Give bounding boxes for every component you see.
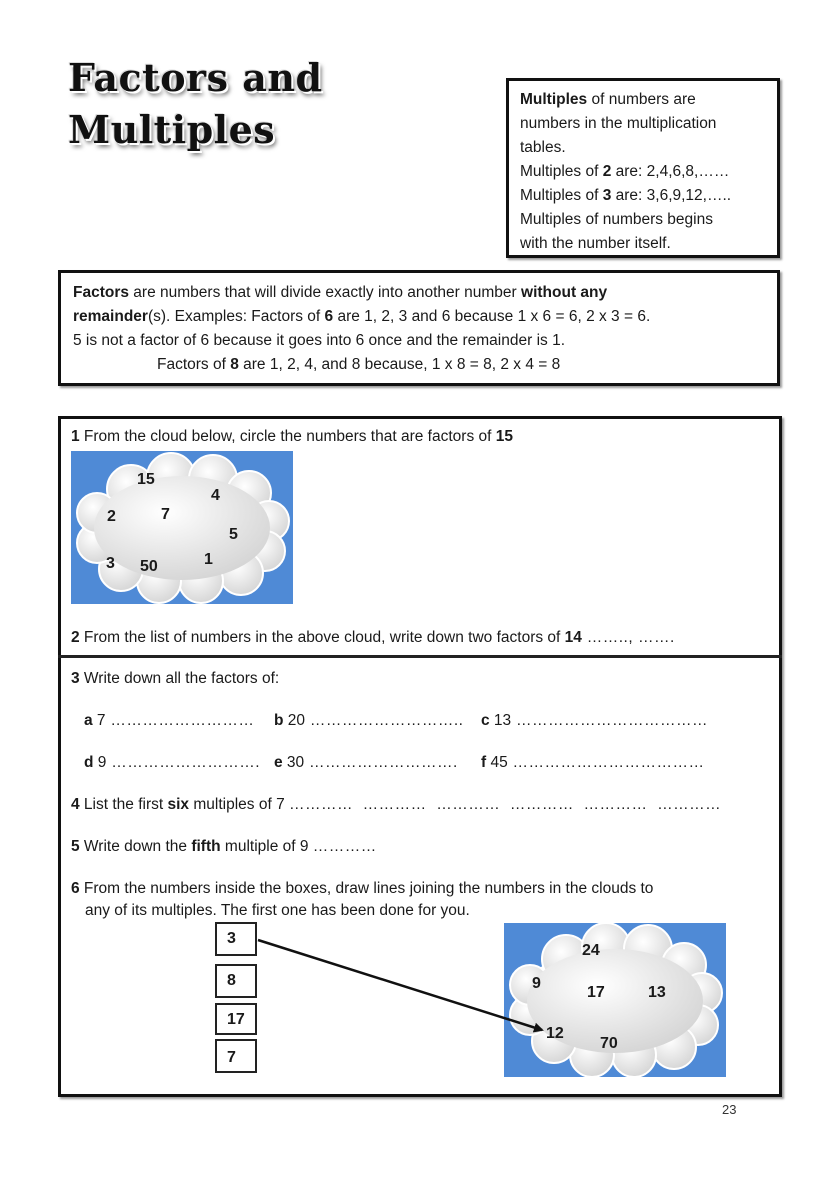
- q3-item-f: f 45 ………………………………: [481, 754, 705, 771]
- question-5: 5 Write down the fifth multiple of 9 …………: [71, 838, 377, 855]
- answer-blank[interactable]: ………………………………: [507, 754, 705, 771]
- number-box[interactable]: 8: [215, 964, 257, 998]
- factors-term: Factors: [73, 284, 129, 301]
- question-4: 4 List the first six multiples of 7 ………… ………… ………… ………… ………… …………: [71, 796, 722, 813]
- q3-item-a: a 7 ………………………: [84, 712, 255, 729]
- factors-definition-box: Factors are numbers that will divide exactly into another number without any remainder(s). Examples: Factors of 6 are 1, 2, 3 and 6 because 1 x 6 = 6, 2 x 3 = 6. 5 is not a factor of 6 because it goes into 6 once and the remainder is 1. Factors of 8 are 1, 2, 4, and 8 because, 1 x 8 = 8, 2 x 4 = 8: [58, 270, 780, 386]
- cloud-number[interactable]: 4: [211, 487, 220, 504]
- number-box[interactable]: 3: [215, 922, 257, 956]
- q3-item-e: e 30 ……………………….: [274, 754, 458, 771]
- factors-of-8-example: Factors of 8 are 1, 2, 4, and 8 because, 1 x 8 = 8, 2 x 4 = 8: [157, 356, 561, 373]
- cloud-number[interactable]: 9: [532, 975, 541, 992]
- title-line-1: Factors and: [68, 55, 323, 100]
- cloud-number[interactable]: 50: [140, 558, 158, 575]
- number-box[interactable]: 7: [215, 1039, 257, 1073]
- question-2: 2 From the list of numbers in the above cloud, write down two factors of 14 …….., …….: [71, 629, 675, 646]
- answer-blank[interactable]: ………………………..: [305, 712, 464, 729]
- multiples-of-2-example: Multiples of 2 are: 2,4,6,8,……: [520, 163, 730, 180]
- answer-blank[interactable]: …………: [312, 838, 377, 855]
- multiples-definition-box: Multiples of numbers are numbers in the multiplication tables. Multiples of 2 are: 2,4,6,8,…… Multiples of 3 are: 3,6,9,12,….. Multiples of numbers begins with the number itself.: [506, 78, 780, 258]
- cloud-number[interactable]: 13: [648, 984, 666, 1001]
- cloud-number[interactable]: 7: [161, 506, 170, 523]
- question-3: 3 Write down all the factors of:: [71, 670, 280, 687]
- question-6: 6 From the numbers inside the boxes, draw lines joining the numbers in the clouds to any of its multiples. The first one has been done for you.: [71, 880, 654, 919]
- cloud-number[interactable]: 1: [204, 551, 213, 568]
- answer-blanks[interactable]: ………… ………… ………… ………… ………… …………: [289, 796, 722, 813]
- cloud-number[interactable]: 3: [106, 555, 115, 572]
- cloud-number[interactable]: 5: [229, 526, 238, 543]
- multiples-term: Multiples: [520, 91, 588, 108]
- q3-item-b: b 20 ………………………..: [274, 712, 464, 729]
- cloud-number[interactable]: 2: [107, 508, 116, 525]
- page-number: 23: [722, 1102, 737, 1117]
- number-box[interactable]: 17: [215, 1003, 257, 1035]
- cloud-number[interactable]: 24: [582, 942, 600, 959]
- question-1: 1 From the cloud below, circle the numbers that are factors of 15: [71, 428, 513, 445]
- answer-blank[interactable]: ……………………….: [304, 754, 458, 771]
- answer-blank[interactable]: ………………………: [105, 712, 255, 729]
- cloud-number[interactable]: 15: [137, 471, 155, 488]
- answer-blank[interactable]: ………………………………: [511, 712, 708, 729]
- title-line-2: Multiples: [68, 107, 276, 152]
- answer-blank[interactable]: …….., …….: [581, 629, 675, 646]
- multiples-of-3-example: Multiples of 3 are: 3,6,9,12,…..: [520, 187, 732, 204]
- cloud-number[interactable]: 70: [600, 1035, 618, 1052]
- q3-item-d: d 9 ……………………….: [84, 754, 261, 771]
- cloud-number[interactable]: 12: [546, 1025, 564, 1042]
- cloud-number[interactable]: 17: [587, 984, 605, 1001]
- q3-item-c: c 13 ………………………………: [481, 712, 708, 729]
- answer-blank[interactable]: ……………………….: [106, 754, 261, 771]
